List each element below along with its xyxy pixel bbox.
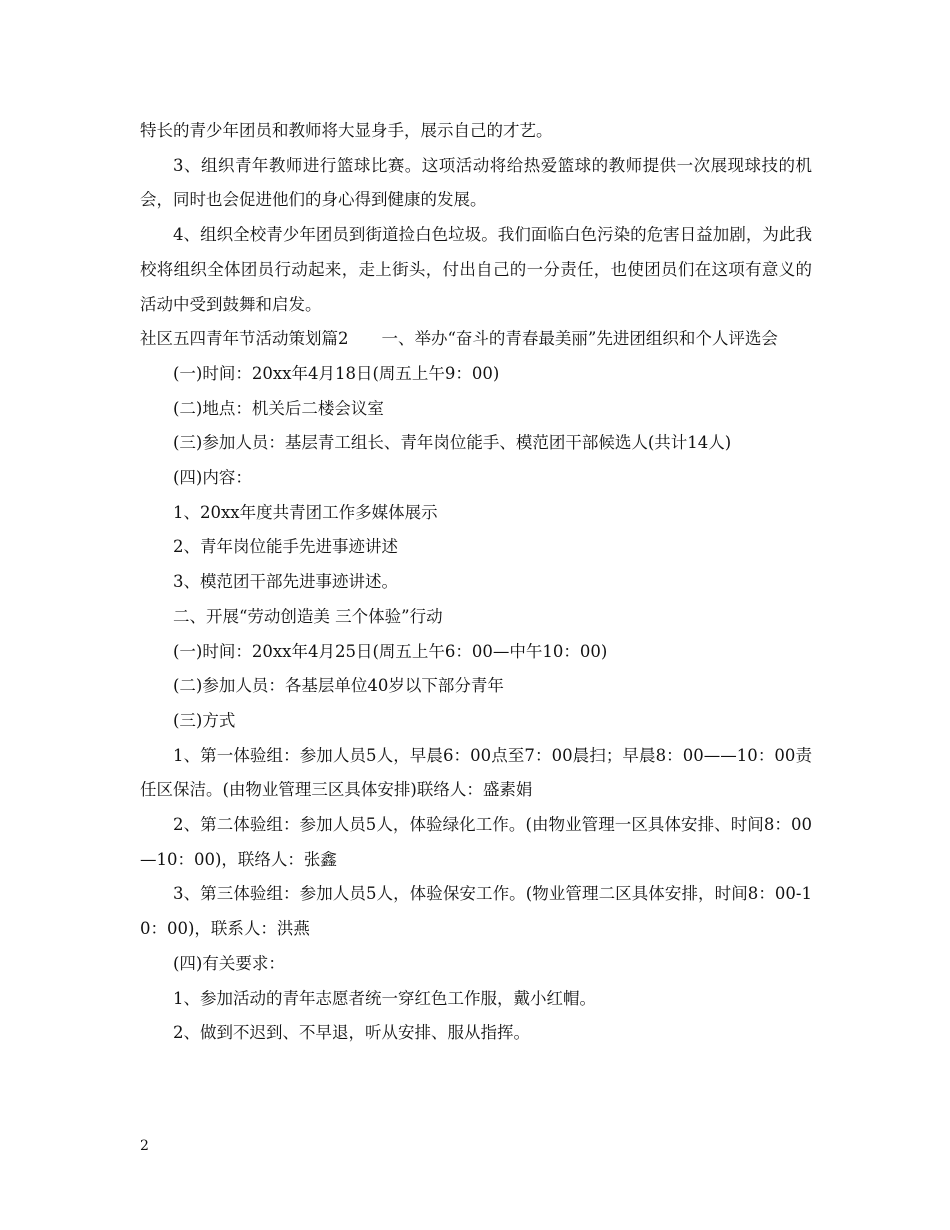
paragraph: (四)有关要求：	[173, 953, 285, 973]
paragraph: 4、组织全校青少年团员到街道捡白色垃圾。我们面临白色污染的危害日益加剧，为此我校将组织全体团员行动起来，走上街头，付出自己的一分责任，也使团员们在这项有意义的活动中受到鼓舞和启发。	[140, 225, 812, 314]
paragraph: 1、20xx年度共青团工作多媒体展示	[173, 502, 438, 522]
paragraph: 1、第一体验组：参加人员5人，早晨6：00点至7：00晨扫；早晨8：00——10：00责任区保洁。(由物业管理三区具体安排)联络人：盛素娟	[140, 745, 812, 800]
paragraph: (四)内容：	[173, 468, 252, 488]
paragraph: 3、组织青年教师进行篮球比赛。这项活动将给热爱篮球的教师提供一次展现球技的机会，同时也会促进他们的身心得到健康的发展。	[140, 155, 812, 210]
page-number: 2	[140, 1138, 149, 1154]
document-body	[140, 114, 812, 1051]
paragraph: 特长的青少年团员和教师将大显身手，展示自己的才艺。	[140, 121, 553, 140]
paragraph: 2、第二体验组：参加人员5人，体验绿化工作。(由物业管理一区具体安排、时间8：00—10：00)，联络人：张鑫	[140, 815, 812, 869]
paragraph: 3、第三体验组：参加人员5人，体验保安工作。(物业管理二区具体安排，时间8：00-10：00)，联系人：洪燕	[140, 884, 812, 939]
paragraph: (一)时间：20xx年4月18日(周五上午9：00)	[173, 363, 500, 383]
paragraph: 二、开展“劳动创造美 三个体验”行动	[173, 606, 443, 626]
paragraph: (三)参加人员：基层青工组长、青年岗位能手、模范团干部候选人(共计14人)	[173, 433, 732, 453]
paragraph: 1、参加活动的青年志愿者统一穿红色工作服，戴小红帽。	[173, 988, 596, 1008]
paragraph: 2、做到不迟到、不早退，听从安排、服从指挥。	[173, 1023, 530, 1043]
paragraph: 3、模范团干部先进事迹讲述。	[173, 572, 398, 592]
paragraph: (二)参加人员：各基层单位40岁以下部分青年	[173, 676, 504, 696]
paragraph: 2、青年岗位能手先进事迹讲述	[173, 537, 398, 557]
paragraph: (一)时间：20xx年4月25日(周五上午6：00—中午10：00)	[173, 641, 608, 661]
paragraph: (三)方式	[173, 710, 236, 730]
paragraph: (二)地点：机关后二楼会议室	[173, 398, 384, 418]
paragraph: 社区五四青年节活动策划篇2 一、举办“奋斗的青春最美丽”先进团组织和个人评选会	[140, 329, 778, 349]
